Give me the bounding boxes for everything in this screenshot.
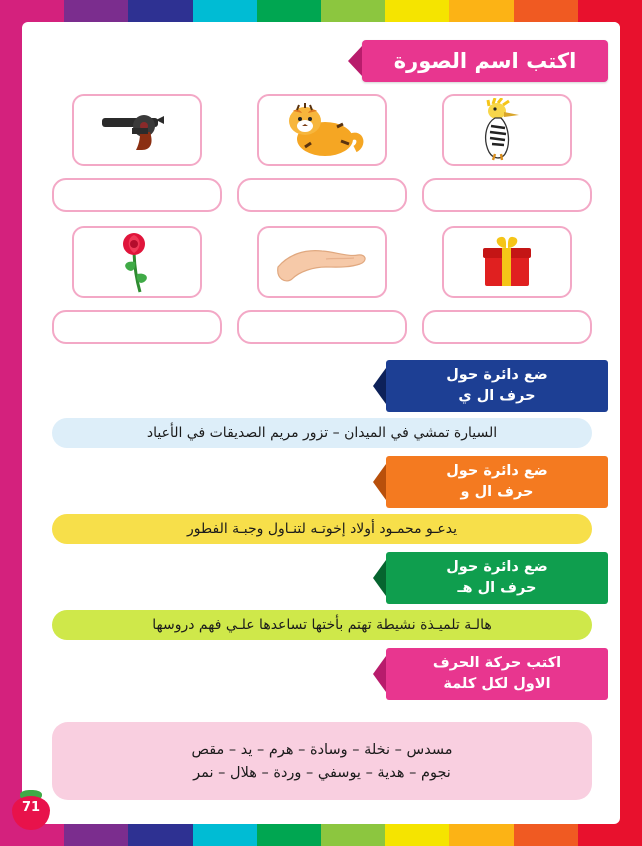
instruction-line-1: اكتب حركة الحرف xyxy=(432,654,562,671)
picture-frame xyxy=(72,226,202,298)
answer-row-2 xyxy=(52,298,592,344)
banner-fold-icon xyxy=(373,368,386,404)
hoopoe-bird-icon xyxy=(471,98,543,162)
answer-cell xyxy=(52,166,222,212)
answer-cell xyxy=(422,166,592,212)
word-list-row-1[interactable]: مسدس – نخلة – وسادة – هرم – يد – مقص xyxy=(191,741,453,758)
answer-box-hand[interactable] xyxy=(237,310,407,344)
instruction-banner-letter-waw xyxy=(386,456,608,508)
sentence-strip-waw[interactable]: يدعـو محمـود أولاد إخوتـه لتنـاول وجبـة الفطور xyxy=(52,514,592,544)
banner-fold-icon xyxy=(373,560,386,596)
row-spacer xyxy=(52,212,592,226)
answer-box-revolver[interactable] xyxy=(52,178,222,212)
page-title: اكتب اسم الصورة xyxy=(393,49,577,73)
answer-cell xyxy=(422,298,592,344)
answer-box-hoopoe[interactable] xyxy=(422,178,592,212)
picture-naming-exercise xyxy=(52,94,592,344)
banner-fold-icon xyxy=(373,464,386,500)
tiger-icon xyxy=(279,99,365,161)
picture-frame xyxy=(257,94,387,166)
instruction-line-2: الاول لكل كلمة xyxy=(443,676,551,692)
instruction-banner-harakat xyxy=(386,648,608,700)
instruction-banner-letter-ha xyxy=(386,552,608,604)
answer-cell xyxy=(237,298,407,344)
page-number: 71 xyxy=(21,800,41,815)
banner-fold-icon xyxy=(373,656,386,692)
page-sheet xyxy=(22,22,620,824)
picture-cell-hand xyxy=(237,226,407,298)
instruction-line-1: ضع دائرة حول xyxy=(446,366,548,383)
instruction-line-2: حرف ال و xyxy=(460,484,534,500)
picture-cell-gift xyxy=(422,226,592,298)
word-list-row-2[interactable]: نجوم – هدية – يوسفي – وردة – هلال – نمر xyxy=(193,764,451,781)
gift-box-icon xyxy=(475,232,539,292)
picture-cell-revolver xyxy=(52,94,222,166)
instruction-line-1: ضع دائرة حول xyxy=(446,462,548,479)
rose-flower-icon xyxy=(110,230,164,294)
answer-cell xyxy=(237,166,407,212)
picture-frame xyxy=(257,226,387,298)
picture-cell-tiger xyxy=(237,94,407,166)
revolver-gun-icon xyxy=(92,104,182,156)
page-number-badge xyxy=(12,790,52,830)
instruction-line-2: حرف ال هـ xyxy=(457,580,537,596)
picture-frame xyxy=(442,226,572,298)
sentence-strip-ya[interactable]: السيارة تمشي في الميدان – تزور مريم الصديقات في الأعياد xyxy=(52,418,592,448)
word-list-block xyxy=(52,722,592,800)
picture-cell-rose xyxy=(52,226,222,298)
banner-fold-icon xyxy=(348,46,362,76)
picture-row-1 xyxy=(52,94,592,166)
sentence-strip-ha[interactable]: هالـة تلميـذة نشيطة تهتم بأختها تساعدها علـي فهم دروسها xyxy=(52,610,592,640)
instruction-line-1: ضع دائرة حول xyxy=(446,558,548,575)
answer-cell xyxy=(52,298,222,344)
answer-box-gift[interactable] xyxy=(422,310,592,344)
picture-row-2 xyxy=(52,226,592,298)
instruction-banner-letter-ya xyxy=(386,360,608,412)
picture-cell-hoopoe xyxy=(422,94,592,166)
picture-frame xyxy=(72,94,202,166)
picture-frame xyxy=(442,94,572,166)
answer-row-1 xyxy=(52,166,592,212)
answer-box-rose[interactable] xyxy=(52,310,222,344)
answer-box-tiger[interactable] xyxy=(237,178,407,212)
header-title-banner xyxy=(362,40,608,82)
instruction-line-2: حرف ال ي xyxy=(458,388,536,404)
hand-icon xyxy=(274,237,370,287)
